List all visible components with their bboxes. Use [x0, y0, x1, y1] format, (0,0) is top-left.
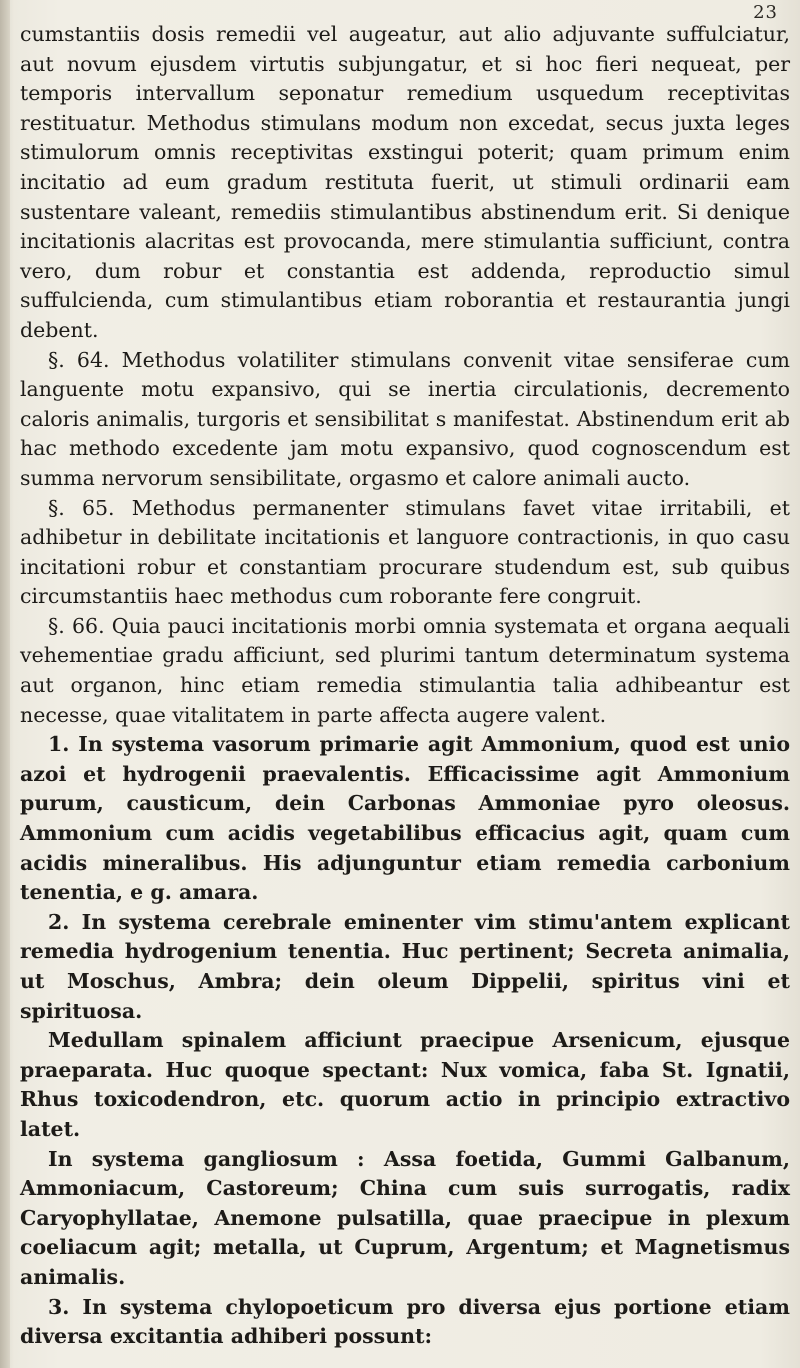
list-item-1-vascular: 1. In systema vasorum primarie agit Ammonium, quod est unio azoi et hydrogenii praevalentis. Efficacissime agit Ammonium purum, causticum, dein Carbonas Ammoniae pyro oleosus. Ammonium cum acidis vegetabilibus efficacius agit, quam cum acidis mineralibus. His adjunguntur etiam remedia carbonium tenentia, e g. amara.: [20, 732, 790, 905]
paragraph-spinal-medulla: Medullam spinalem afficiunt praecipue Arsenicum, ejusque praeparata. Huc quoque spectant: Nux vomica, faba St. Ignatii, Rhus toxicodendron, etc. quorum actio in principio extractivo latet.: [20, 1028, 790, 1141]
paragraph-continuation: cumstantiis dosis remedii vel augeatur, aut alio adjuvante suffulciatur, aut novum ejusdem virtutis subjungatur, et si hoc fieri nequeat, per temporis intervallum seponatur remedium usquedum receptivitas restituatur. Methodus stimulans modum non excedat, secus juxta leges stimulorum omnis receptivitas exstingui poterit; quam primum enim incitatio ad eum gradum restituta fuerit, ut stimuli ordinarii eam sustentare valeant, remediis stimulantibus abstinendum erit. Si denique incitationis alacritas est provocanda, mere stimulantia sufficiunt, contra vero, dum robur et constantia est addenda, reproductio simul suffulcienda, cum stimulantibus etiam roborantia et restaurantia jungi debent.: [20, 22, 790, 342]
page-binding-edge: [0, 0, 10, 1368]
paragraph-section-64: §. 64. Methodus volatiliter stimulans convenit vitae sensiferae cum languente motu expansivo, qui se inertia circulationis, decremento caloris animalis, turgoris et sensibilitat s manifestat. Abstinendum erit ab hac methodo excedente jam motu expansivo, quod cognoscendum est summa nervorum sensibilitate, orgasmo et calore animali aucto.: [20, 347, 790, 490]
list-item-2-cerebral: 2. In systema cerebrale eminenter vim stimu'antem explicant remedia hydrogenium tenentia. Huc pertinent; Secreta animalia, ut Moschus, Ambra; dein oleum Dippelii, spiritus vini et spirituosa.: [20, 909, 790, 1023]
list-item-3-chylopoetic: 3. In systema chylopoeticum pro diversa ejus portione etiam diversa excitantia adhiberi possunt:: [20, 1294, 790, 1349]
paragraph-section-66: §. 66. Quia pauci incitationis morbi omnia systemata et organa aequali vehementiae gradu afficiunt, sed plurimi tantum determinatum systema aut organon, hinc etiam remedia stimulantia talia adhibeantur est necesse, quae vitalitatem in parte affecta augere valent.: [20, 613, 790, 727]
page-number: 23: [753, 2, 778, 23]
paragraph-ganglionic-system: In systema gangliosum : Assa foetida, Gummi Galbanum, Ammoniacum, Castoreum; China cum suis surrogatis, radix Caryophyllatae, Anemone pulsatilla, quae praecipue in plexum coeliacum agit; metalla, ut Cuprum, Argentum; et Magnetismus animalis.: [20, 1146, 790, 1289]
page-body-text: [20, 20, 790, 1352]
paragraph-section-65: §. 65. Methodus permanenter stimulans favet vitae irritabili, et adhibetur in debilitate incitationis et languore contractionis, in quo casu incitationi robur et constantiam procurare studendum est, sub quibus circumstantiis haec methodus cum roborante fere congruit.: [20, 495, 790, 609]
